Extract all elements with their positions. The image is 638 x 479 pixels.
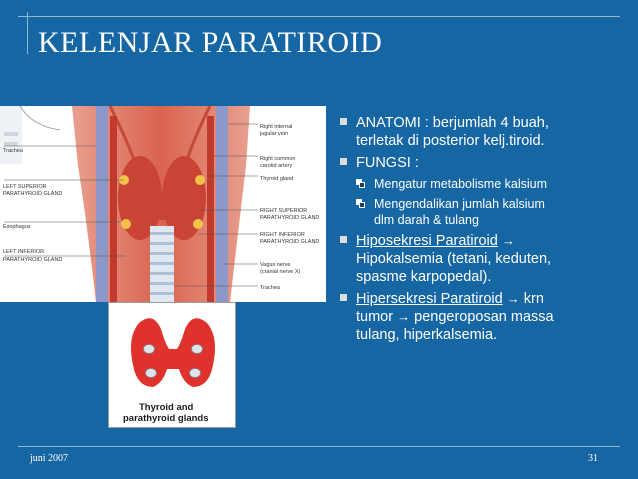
right-arrow-icon: →: [506, 291, 520, 306]
square-bullet-icon: [340, 118, 347, 125]
label-right-inferior-1: RIGHT INFERIOR: [260, 232, 305, 238]
anatomy-illustration: [0, 106, 326, 302]
square-bullet-icon: [340, 158, 347, 165]
double-square-bullet-icon: [356, 179, 365, 188]
bullet-hipersekresi: Hipersekresi Paratiroid → krn tumor → pengeroposan massa tulang, hiperkalsemia.: [340, 290, 630, 344]
gland-drawing: [109, 303, 236, 428]
label-right-superior-2: PARATHYROID GLAND: [260, 215, 320, 221]
label-right-inferior-2: PARATHYROID GLAND: [260, 239, 320, 245]
label-trachea-right: Trachea: [260, 285, 280, 291]
sub-bullet-metabolisme: Mengatur metabolisme kalsium: [340, 176, 630, 192]
label-thyroid-gland: Thyroid gland: [260, 176, 294, 182]
left-vertical-rule: [27, 12, 28, 54]
neck-anatomy-drawing: [0, 106, 326, 302]
double-square-bullet-icon: [356, 199, 365, 208]
footer-date: juni 2007: [30, 453, 69, 464]
label-right-superior-1: RIGHT SUPERIOR: [260, 208, 308, 214]
slide-number: 31: [588, 453, 598, 464]
square-bullet-icon: [340, 294, 347, 301]
hiposekresi-link[interactable]: Hiposekresi Paratiroid: [356, 233, 498, 249]
slide-title: KELENJAR PARATIROID: [38, 26, 383, 59]
right-arrow-icon: →: [397, 309, 411, 324]
label-esophagus: Esophagus: [3, 224, 31, 230]
label-vagus-1: Vagus nerve: [260, 262, 291, 268]
title-rule: [18, 16, 620, 17]
label-right-common-2: carotid artery: [260, 163, 293, 169]
label-left-inferior-2: PARATHYROID GLAND: [3, 257, 63, 263]
label-left-superior-1: LEFT SUPERIOR: [3, 184, 47, 190]
label-right-internal-2: jugular vein: [260, 131, 289, 137]
bullet-list: [340, 114, 630, 348]
label-vagus-2: (cranial nerve X): [260, 269, 301, 275]
label-left-inferior-1: LEFT INFERIOR: [3, 249, 45, 255]
bullet-fungsi: FUNGSI :: [340, 154, 630, 172]
square-bullet-icon: [340, 236, 347, 243]
label-trachea: Trachea: [3, 148, 23, 154]
hipersekresi-link[interactable]: Hipersekresi Paratiroid: [356, 291, 503, 307]
footer-rule: [18, 446, 620, 447]
label-right-common-1: Right common: [260, 156, 296, 162]
sub-bullet-kalsium: Mengendalikan jumlah kalsium dlm darah & tulang: [340, 196, 630, 228]
label-left-superior-2: PARATHYROID GLAND: [3, 191, 63, 197]
gland-caption-1: Thyroid and: [139, 402, 194, 413]
bullet-hiposekresi: Hiposekresi Paratiroid → Hipokalsemia (tetani, keduten, spasme karpopedal).: [340, 232, 630, 286]
label-right-internal-1: Right internal: [260, 124, 293, 130]
right-arrow-icon: →: [501, 233, 515, 248]
gland-caption-2: parathyroid glands: [123, 413, 209, 424]
bullet-anatomi: ANATOMI : berjumlah 4 buah, terletak di posterior kelj.tiroid.: [340, 114, 630, 150]
thyroid-parathyroid-picture: [108, 302, 236, 428]
